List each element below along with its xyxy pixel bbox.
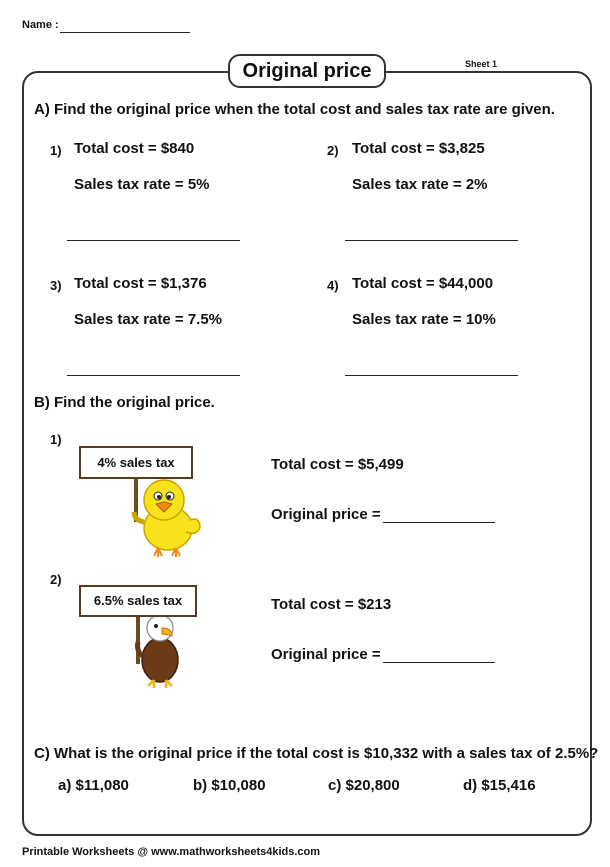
problem-a2-number: 2) (327, 143, 339, 158)
option-c[interactable]: c) $20,800 (328, 777, 400, 794)
problem-b2-number: 2) (50, 572, 62, 587)
problem-a4-total: Total cost = $44,000 (352, 275, 494, 292)
problem-a2-answer-line[interactable] (345, 240, 518, 241)
problem-a2-total: Total cost = $3,825 (352, 140, 485, 157)
name-field[interactable] (60, 32, 190, 33)
problem-b1-answer-line[interactable] (383, 522, 495, 523)
section-a-heading: A) Find the original price when the total cost and sales tax rate are given. (34, 101, 555, 118)
problem-a1-number: 1) (50, 143, 62, 158)
footer-credit: Printable Worksheets @ www.mathworksheets4kids.com (22, 846, 321, 858)
problem-a3-answer-line[interactable] (67, 375, 240, 376)
tax-sign-b2: 6.5% sales tax (79, 585, 197, 617)
problem-a2-tax: Sales tax rate = 2% (352, 176, 488, 193)
problem-a1-total: Total cost = $840 (74, 140, 195, 157)
problem-a1-tax: Sales tax rate = 5% (74, 176, 210, 193)
chick-holding-sign-icon (120, 470, 210, 560)
problem-b1-total: Total cost = $5,499 (271, 456, 404, 473)
option-d[interactable]: d) $15,416 (463, 777, 536, 794)
sheet-label: Sheet 1 (465, 59, 498, 69)
page-title: Original price (228, 54, 386, 88)
problem-a1-answer-line[interactable] (67, 240, 240, 241)
eagle-holding-sign-icon (128, 610, 198, 690)
tax-sign-b1: 4% sales tax (79, 446, 193, 479)
name-label: Name : (22, 19, 59, 31)
option-b[interactable]: b) $10,080 (193, 777, 266, 794)
section-b-heading: B) Find the original price. (34, 394, 215, 411)
problem-a3-number: 3) (50, 278, 62, 293)
problem-b2-total: Total cost = $213 (271, 596, 392, 613)
problem-a4-number: 4) (327, 278, 339, 293)
problem-b2-ask: Original price = (271, 646, 381, 663)
option-a[interactable]: a) $11,080 (58, 777, 129, 794)
problem-b1-ask: Original price = (271, 506, 381, 523)
problem-a3-total: Total cost = $1,376 (74, 275, 207, 292)
problem-b2-answer-line[interactable] (383, 662, 495, 663)
problem-a4-answer-line[interactable] (345, 375, 518, 376)
section-c-question: C) What is the original price if the total cost is $10,332 with a sales tax of 2.5%? (34, 745, 599, 762)
problem-a3-tax: Sales tax rate = 7.5% (74, 311, 223, 328)
problem-a4-tax: Sales tax rate = 10% (352, 311, 496, 328)
problem-b1-number: 1) (50, 432, 62, 447)
